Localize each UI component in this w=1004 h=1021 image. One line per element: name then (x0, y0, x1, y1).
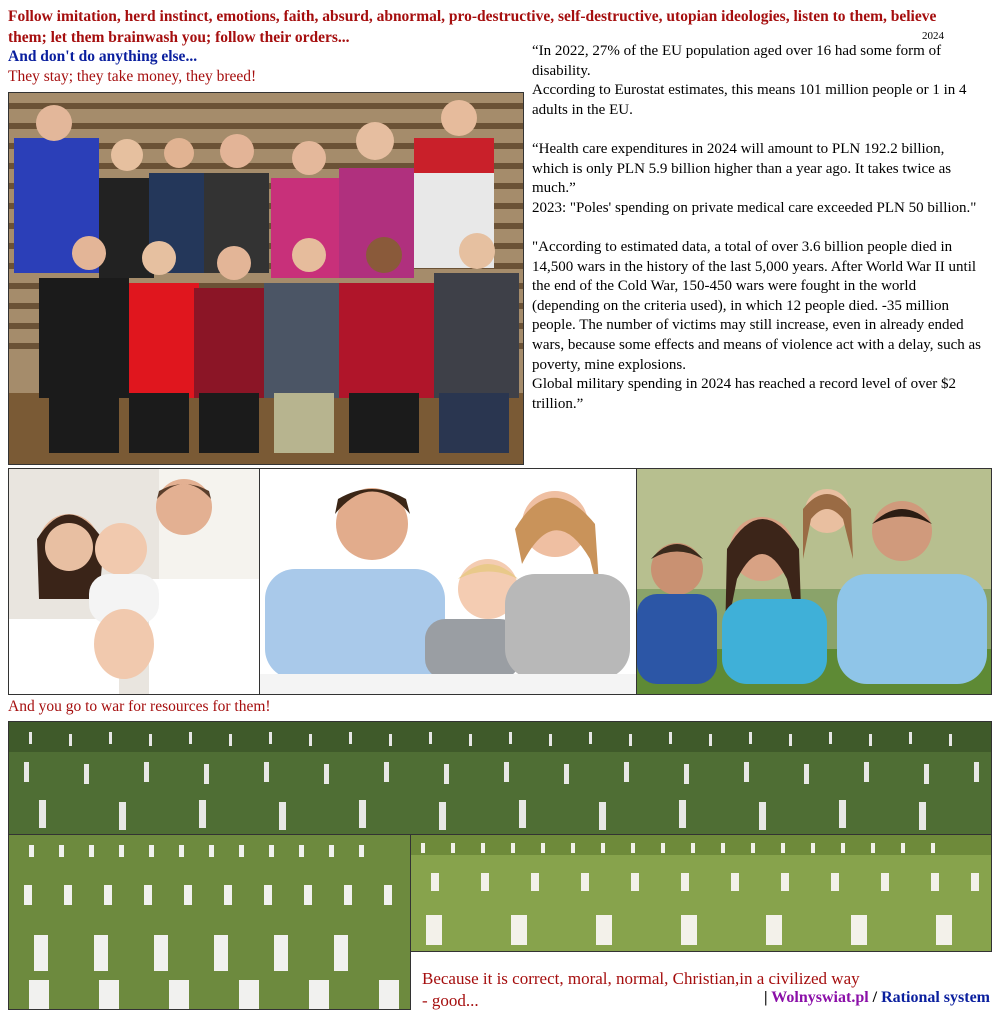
family-photo-baby (8, 468, 260, 695)
footer-separator: | (764, 989, 768, 1006)
family-photo-grass (636, 468, 992, 695)
statement-text: They stay; they take money, they breed! (8, 68, 257, 85)
footer-slash: / (868, 989, 882, 1006)
quote-disability: “In 2022, 27% of the EU population aged over 16 had some form of disability. (532, 43, 942, 79)
family-photo-lying (259, 468, 637, 695)
footer-line-2: - good... (422, 991, 479, 1010)
cemetery-rows-photo (8, 834, 411, 1010)
quote-private-care: 2023: "Poles' spending on private medical care exceeded PLN 50 billion." (532, 199, 977, 216)
quote-wars: "According to estimated data, a total of over 3.6 billion people died in 14,500 wars in the history of the last 5,000 years. After World War II until the end of the Cold War, 150-450 wars were fought in the world (depending on the criteria used), in which 12 people died. -35 million people. The number of victims may still increase, even in already ended wars, because some effects and means of violence act with a delay, such as poverty, mine explosions. (532, 238, 981, 373)
cemetery-crosses-photo (8, 721, 992, 835)
instruction-text: And don't do anything else... (8, 48, 198, 65)
quotes-column (532, 42, 984, 414)
cemetery-field-photo (410, 834, 992, 952)
rational-system-link[interactable]: Rational system (881, 989, 990, 1006)
footer-links (764, 989, 990, 1007)
group-photo (8, 92, 524, 465)
quote-eurostat: According to Eurostat estimates, this means 101 million people or 1 in 4 adults in the EU. (532, 82, 967, 118)
site-link[interactable]: Wolnyswiat.pl (771, 989, 869, 1006)
footer-line-1: Because it is correct, moral, normal, Christian,in a civilized way (422, 969, 860, 988)
headline: Follow imitation, herd instinct, emotions, faith, absurd, abnormal, pro-destructive, self-destructive, utopian ideologies, listen to them, believe them; let them brainwash you; follow their orders... (8, 8, 937, 46)
year-label: 2024 (922, 30, 944, 42)
war-caption: And you go to war for resources for them! (8, 698, 271, 715)
quote-military: Global military spending in 2024 has reached a record level of over $2 trillion.” (532, 376, 957, 412)
quote-health-care: “Health care expenditures in 2024 will amount to PLN 192.2 billion, which is only PLN 5.9 billion higher than a year ago. It takes twice as much.” (532, 140, 952, 197)
